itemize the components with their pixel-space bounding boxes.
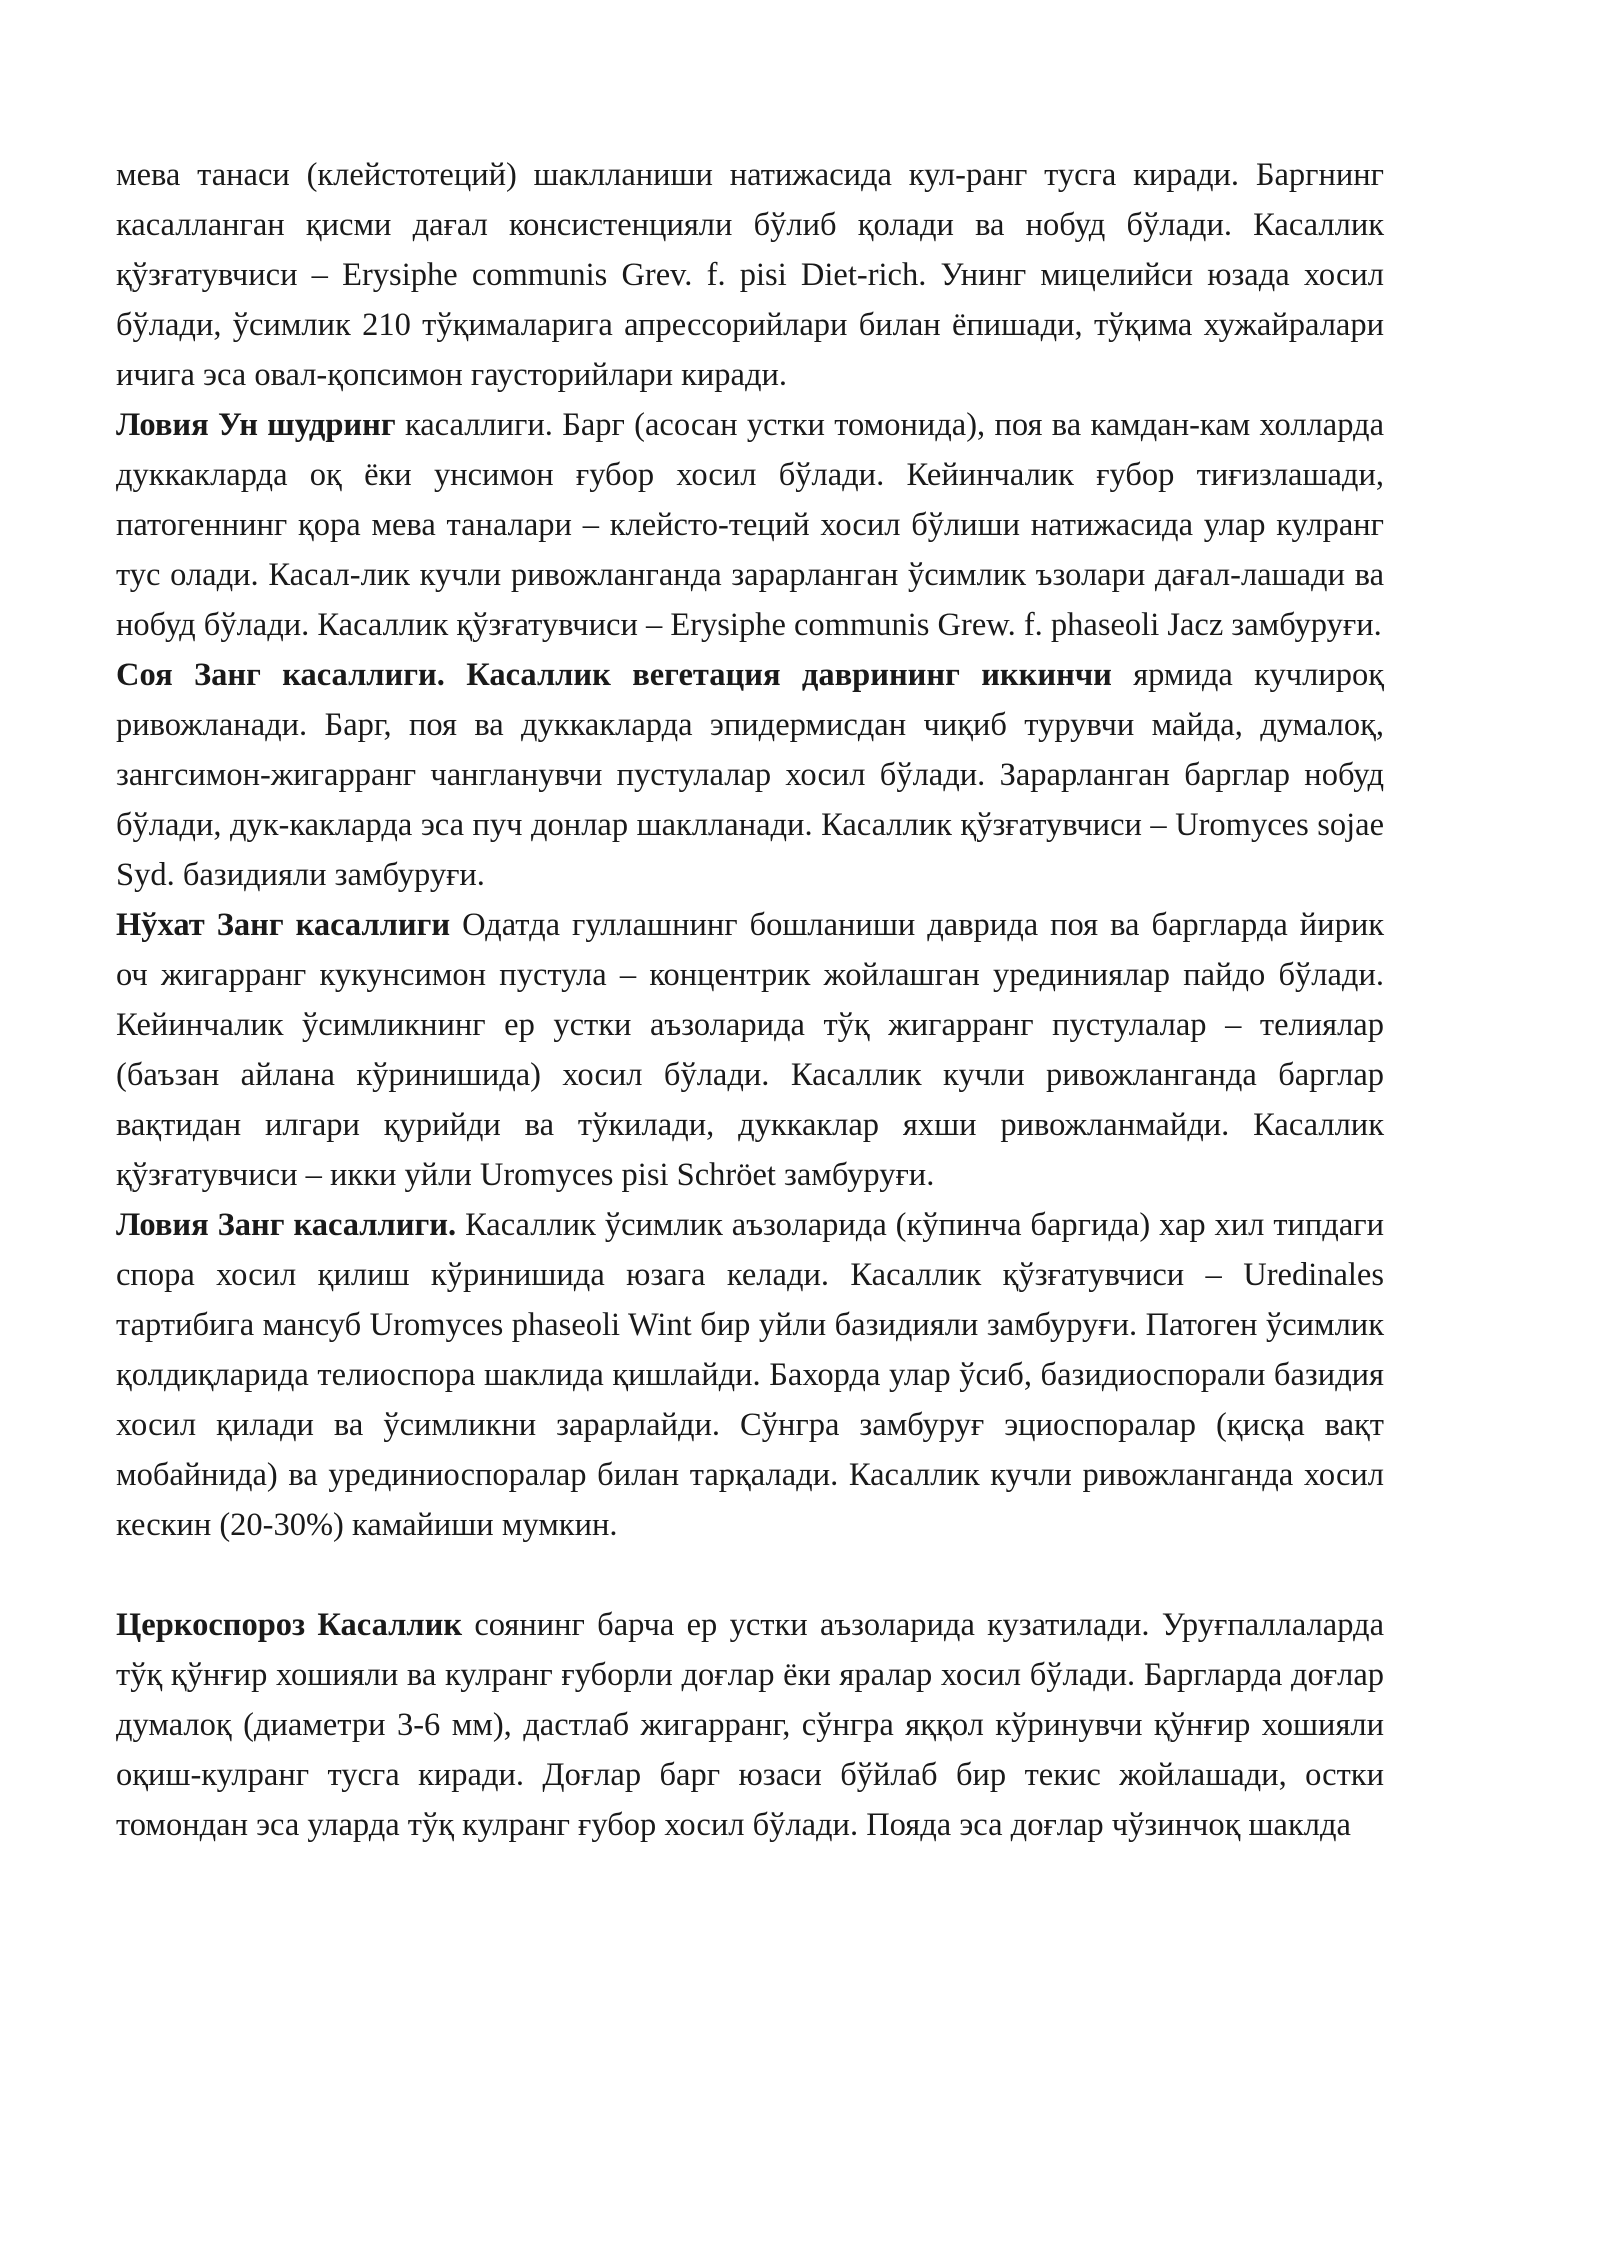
paragraph-bean-powdery-mildew [116, 400, 1384, 650]
paragraph-text: мева танаси (клейстотеций) шаклланиши натижасида кул-ранг тусга киради. Баргнинг касалланган қисми дағал консистенцияли бўлиб қолади ва нобуд бўлади. Касаллик қўзғатувчиси – Erysiphe communis Grev. f. pisi Diet-rich. Унинг мицелийси юзада хосил бўлади, ўсимлик 210 тўқималарига апрессорийлари билан ёпишади, тўқима хужайралари ичига эса овал-қопсимон гаусторийлари киради. [116, 157, 1384, 393]
paragraph-heading: Нўхат Занг касаллиги [116, 907, 451, 943]
paragraph-heading: Соя Занг касаллиги. Касаллик вегетация даврининг иккинчи [116, 657, 1112, 693]
paragraph-chickpea-rust [116, 900, 1384, 1200]
paragraph-heading: Ловия Ун шудринг [116, 407, 396, 443]
paragraph-text: Касаллик ўсимлик аъзоларида (кўпинча баргида) хар хил типдаги спора хосил қилиш кўринишида юзага келади. Касаллик қўзғатувчиси – Uredinales тартибига мансуб Uromyces phaseoli Wint бир уйли базидияли замбуруғи. Патоген ўсимлик қолдиқларида телиоспора шаклида қишлайди. Бахорда улар ўсиб, базидиоспорали базидия хосил қилади ва ўсимликни зарарлайди. Сўнгра замбуруғ эциоспоралар (қисқа вақт мобайнида) ва урединиоспоралар билан тарқалади. Касаллик кучли ривожланганда хосил кескин (20-30%) камайиши мумкин. [116, 1207, 1384, 1543]
paragraph-text: ярмида кучлироқ ривожланади. Барг, поя ва дуккакларда эпидермисдан чиқиб турувчи майда, думалоқ, зангсимон-жигарранг чангланувчи пустулалар хосил бўлади. Зарарланган барглар нобуд бўлади, дук-какларда эса пуч донлар шаклланади. Касаллик қўзғатувчиси – Uromyces sojae Syd. базидияли замбуруғи. [116, 657, 1384, 893]
paragraph-cercosporosis [116, 1600, 1384, 1850]
paragraph-text: соянинг барча ер устки аъзоларида кузатилади. Уруғпаллаларда тўқ қўнғир хошияли ва кулранг ғуборли доғлар ёки яралар хосил бўлади. Баргларда доғлар думалоқ (диаметри 3-6 мм), дастлаб жигарранг, сўнгра яққол кўринувчи қўнғир хошияли оқиш-кулранг тусга киради. Доғлар барг юзаси бўйлаб бир текис жойлашади, остки томондан эса уларда тўқ кулранг ғубор хосил бўлади. Пояда эса доғлар чўзинчоқ шаклда [116, 1607, 1384, 1843]
document-page [116, 150, 1384, 1850]
paragraph-soy-rust [116, 650, 1384, 900]
paragraph-bean-rust [116, 1200, 1384, 1550]
paragraph-text: касаллиги. Барг (асосан устки томонида), поя ва камдан-кам холларда дуккакларда оқ ёки унсимон ғубор хосил бўлади. Кейинчалик ғубор тиғизлашади, патогеннинг қора мева таналари – клейсто-теций хосил бўлиши натижасида улар кулранг тус олади. Касал-лик кучли ривожланганда зарарланган ўсимлик ъзолари дағал-лашади ва нобуд бўлади. Касаллик қўзғатувчиси – Erysiphe communis Grew. f. phaseoli Jacz замбуруғи. [116, 407, 1384, 643]
paragraph-text: Одатда гуллашнинг бошланиши даврида поя ва баргларда йирик оч жигарранг кукунсимон пустула – концентрик жойлашган урединиялар пайдо бўлади. Кейинчалик ўсимликнинг ер устки аъзоларида тўқ жигарранг пустулалар – телиялар (баъзан айлана кўринишида) хосил бўлади. Касаллик кучли ривожланганда барглар вақтидан илгари қурийди ва тўкилади, дуккаклар яхши ривожланмайди. Касаллик қўзғатувчиси – икки уйли Uromyces pisi Schröet замбуруғи. [116, 907, 1384, 1193]
paragraph-heading: Церкоспороз Касаллик [116, 1607, 463, 1643]
paragraph-heading: Ловия Занг касаллиги. [116, 1207, 457, 1243]
paragraph-pea-powdery-mildew-continued [116, 150, 1384, 400]
